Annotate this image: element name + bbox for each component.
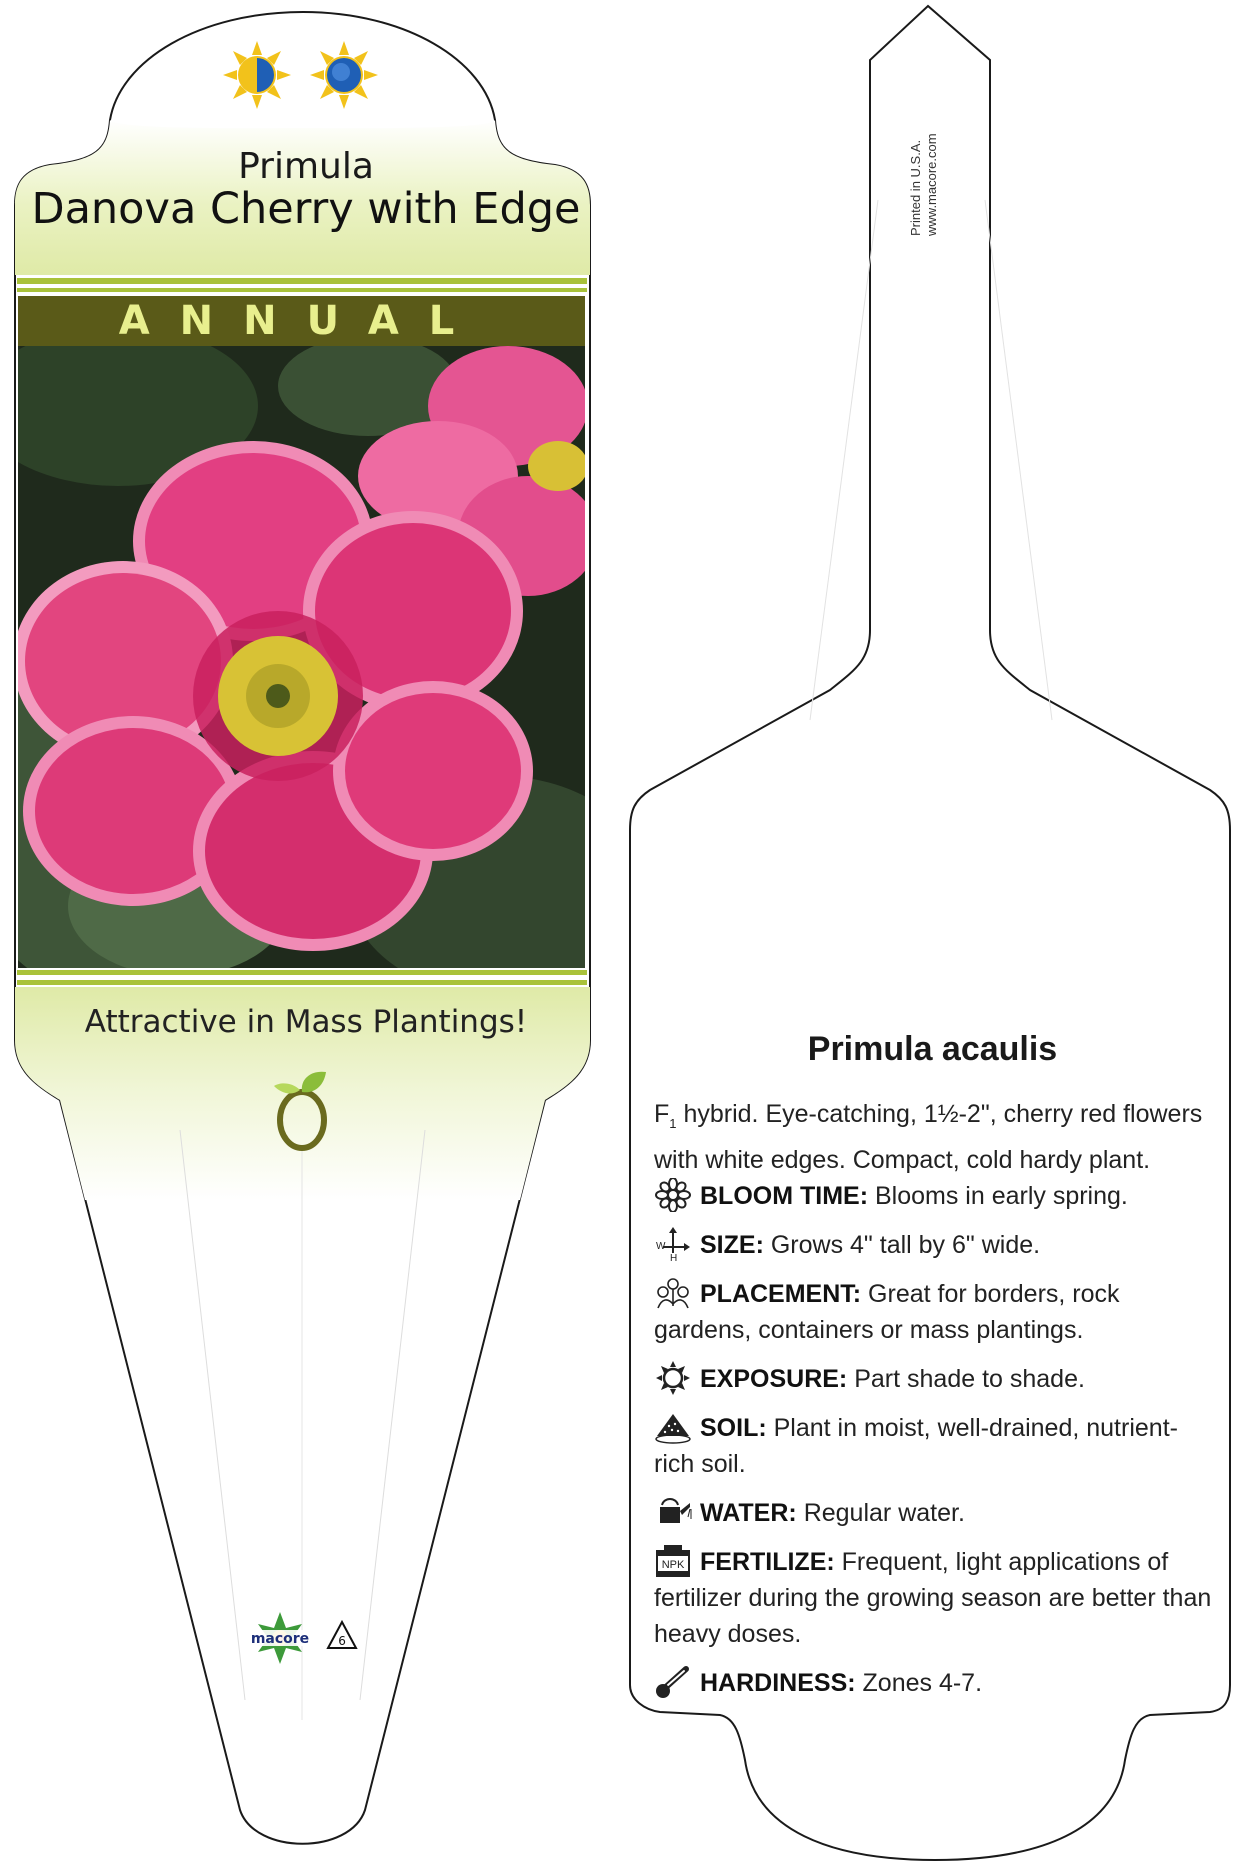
sun-partial-shade-icon bbox=[223, 41, 291, 109]
info-bloom-time bbox=[654, 1178, 1214, 1214]
tagline: Attractive in Mass Plantings! bbox=[84, 1004, 528, 1040]
info-text: Blooms in early spring. bbox=[868, 1182, 1128, 1210]
info-label: WATER: bbox=[700, 1499, 797, 1527]
f-prefix: F bbox=[654, 1100, 670, 1128]
info-label: HARDINESS: bbox=[700, 1669, 856, 1697]
genus-name: Primula bbox=[238, 146, 374, 187]
size-icon-w: W bbox=[656, 1241, 666, 1252]
care-info-list bbox=[654, 1178, 1214, 1714]
thermometer-icon bbox=[654, 1665, 692, 1699]
info-soil bbox=[654, 1410, 1214, 1482]
f-subscript: 1 bbox=[669, 1116, 677, 1131]
info-text: Frequent, light applications of fertilizer during the growing season are better than heavy doses. bbox=[654, 1548, 1212, 1648]
printed-in-note: Printed in U.S.A. bbox=[908, 139, 923, 236]
sun-shade-icon bbox=[310, 41, 378, 109]
description-text: hybrid. Eye-catching, 1½-2", cherry red flowers with white edges. Compact, cold hardy plant. bbox=[654, 1100, 1203, 1174]
macore-logo-text: macore bbox=[250, 1631, 310, 1647]
info-label: PLACEMENT: bbox=[700, 1280, 862, 1308]
flower-photo bbox=[18, 346, 585, 968]
info-fertilize bbox=[654, 1544, 1214, 1652]
recycle-code: 6 bbox=[338, 1634, 346, 1648]
info-text: Grows 4" tall by 6" wide. bbox=[763, 1231, 1041, 1259]
info-placement bbox=[654, 1276, 1214, 1348]
info-text: Great for borders, rock gardens, containers or mass plantings. bbox=[654, 1280, 1120, 1344]
species-name: Primula acaulis bbox=[807, 1030, 1058, 1068]
info-text: Regular water. bbox=[796, 1499, 965, 1527]
npk-text: NPK bbox=[661, 1559, 685, 1571]
info-label: FERTILIZE: bbox=[700, 1548, 835, 1576]
size-icon bbox=[654, 1227, 692, 1261]
macore-logo-icon bbox=[246, 1604, 366, 1668]
info-water bbox=[654, 1495, 1214, 1531]
variety-name: Danova Cherry with Edge bbox=[31, 184, 581, 234]
info-exposure bbox=[654, 1361, 1214, 1397]
info-label: EXPOSURE: bbox=[700, 1365, 848, 1393]
website-note: www.macore.com bbox=[924, 133, 939, 236]
info-text: Part shade to shade. bbox=[847, 1365, 1085, 1393]
info-label: SIZE: bbox=[700, 1231, 764, 1259]
info-text: Zones 4-7. bbox=[855, 1669, 983, 1697]
info-size bbox=[654, 1227, 1214, 1263]
print-note bbox=[908, 86, 948, 236]
soil-icon bbox=[654, 1410, 692, 1444]
info-text: Plant in moist, well-drained, nutrient-rich soil. bbox=[654, 1414, 1178, 1478]
fertilizer-icon bbox=[654, 1544, 692, 1578]
watering-can-icon bbox=[654, 1495, 692, 1529]
info-hardiness bbox=[654, 1665, 1214, 1701]
category-band: ANNUAL bbox=[18, 296, 585, 346]
sprout-logo-icon bbox=[272, 1068, 336, 1154]
sun-icon bbox=[654, 1361, 692, 1395]
size-icon-h: H bbox=[670, 1253, 678, 1261]
info-label: SOIL: bbox=[700, 1414, 767, 1442]
brand-area bbox=[246, 1604, 366, 1673]
flower-icon bbox=[654, 1178, 692, 1212]
placement-icon bbox=[654, 1276, 692, 1310]
plant-description bbox=[654, 1096, 1214, 1178]
info-label: BLOOM TIME: bbox=[700, 1182, 869, 1210]
recycle-icon bbox=[328, 1622, 356, 1648]
exposure-icons bbox=[222, 40, 382, 110]
